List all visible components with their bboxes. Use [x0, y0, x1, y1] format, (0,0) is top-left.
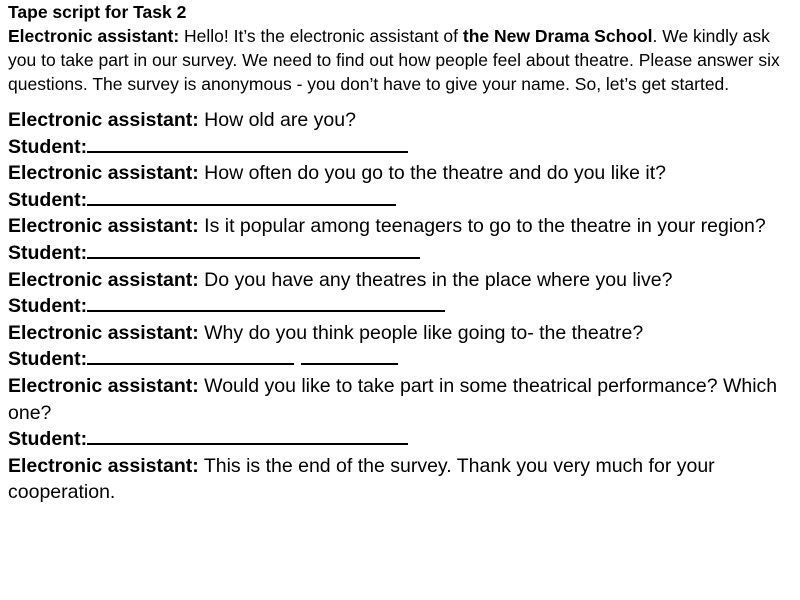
student-line — [8, 240, 794, 267]
question-text: How often do you go to the theatre and do you like it? — [204, 162, 666, 185]
student-label: Student: — [8, 241, 88, 264]
question-line — [8, 160, 794, 187]
answer-blank-extra[interactable] — [301, 346, 398, 365]
question-text: Is it popular among teenagers to go to the theatre in your region? — [204, 215, 766, 238]
student-label: Student: — [8, 188, 88, 211]
question-line — [8, 107, 794, 134]
assistant-label: Electronic assistant: — [8, 215, 199, 238]
intro-block — [8, 0, 794, 96]
answer-blank[interactable] — [87, 240, 420, 259]
answer-blank[interactable] — [87, 187, 396, 206]
school-name: the New Drama School — [462, 26, 653, 46]
dialogue — [8, 107, 794, 506]
question-text: How old are you? — [204, 109, 356, 131]
answer-blank[interactable] — [87, 293, 445, 312]
assistant-label: Electronic assistant: — [8, 321, 199, 344]
answer-blank[interactable] — [87, 426, 408, 445]
student-label: Student: — [8, 428, 88, 451]
answer-blank[interactable] — [87, 134, 408, 153]
student-line — [8, 426, 794, 453]
assistant-label: Electronic assistant: — [8, 109, 199, 131]
assistant-label: Electronic assistant: — [8, 268, 199, 291]
closing-text: This is the end of the survey. Thank you very much for your cooperation. — [8, 454, 715, 504]
student-line — [8, 187, 794, 214]
question-line — [8, 373, 794, 426]
intro-speaker: Electronic assistant: — [8, 26, 180, 46]
assistant-label: Electronic assistant: — [8, 454, 199, 477]
assistant-label: Electronic assistant: — [8, 162, 199, 185]
question-text: Why do you think people like going to- the theatre? — [204, 321, 644, 344]
answer-blank[interactable] — [87, 346, 294, 365]
question-line — [8, 213, 794, 240]
student-line — [8, 293, 794, 320]
intro-text-1: Hello! It’s the electronic assistant of — [179, 26, 463, 46]
student-label: Student: — [8, 295, 88, 318]
question-text: Would you like to take part in some theatrical performance? Which one? — [8, 374, 778, 424]
tape-script-document — [8, 0, 794, 506]
question-text: Do you have any theatres in the place where you live? — [204, 268, 673, 291]
student-label: Student: — [8, 348, 88, 371]
intro-text-2: . We kindly ask you to take part in our survey. We need to find out how people feel about theatre. Please answer six questions. The survey is anonymous - you don’t have to give your name. So, let’s get started. — [8, 26, 780, 94]
question-line — [8, 267, 794, 294]
document-title: Tape script for Task 2 — [8, 2, 187, 22]
assistant-label: Electronic assistant: — [8, 374, 199, 397]
closing-line — [8, 453, 794, 506]
student-line — [8, 346, 794, 373]
student-line — [8, 134, 794, 161]
student-label: Student: — [8, 135, 88, 158]
question-line — [8, 320, 794, 347]
